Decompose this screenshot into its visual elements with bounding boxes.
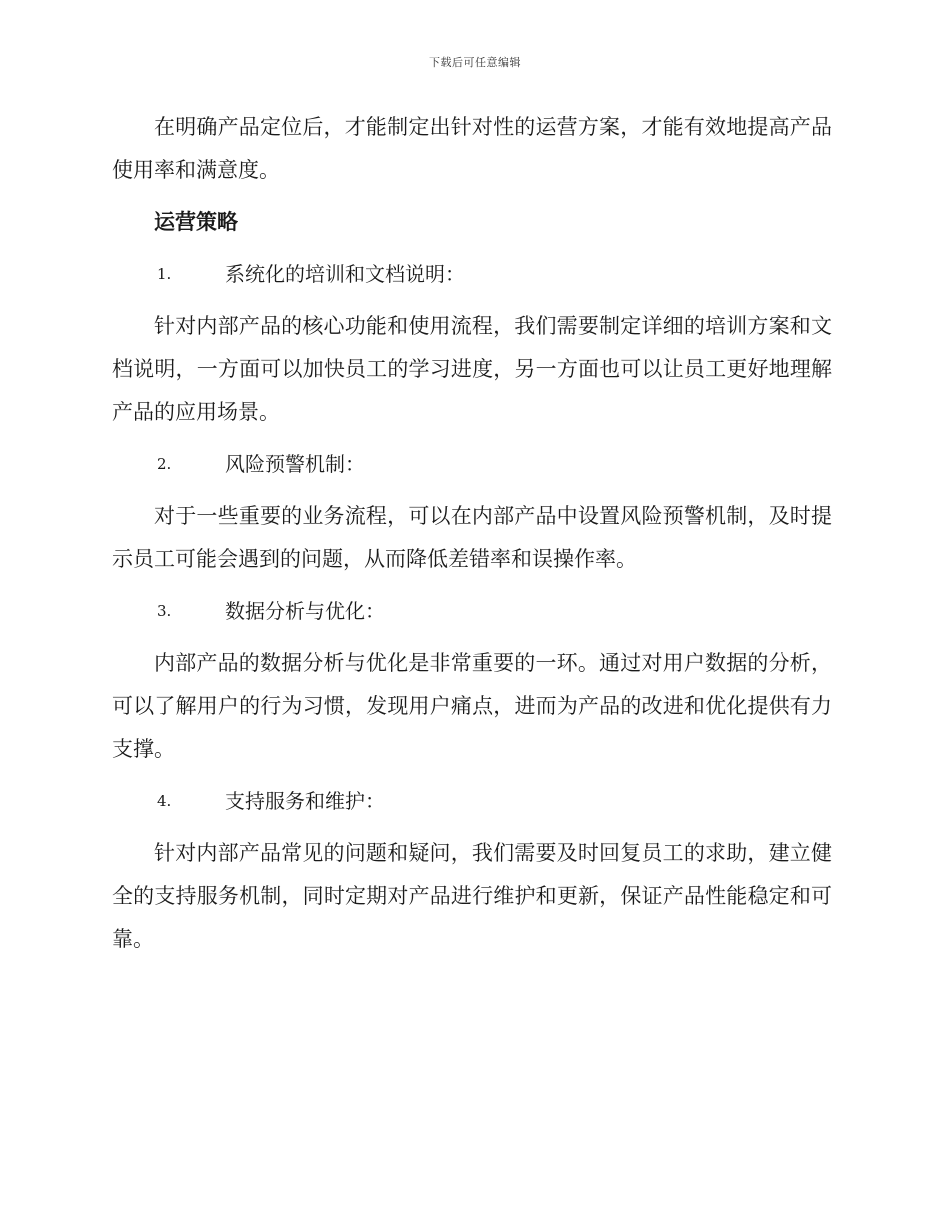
list-item-body: 针对内部产品常见的问题和疑问，我们需要及时回复员工的求助，建立健全的支持服务机制，同时定期对产品进行维护和更新，保证产品性能稳定和可靠。 [112,841,832,951]
list-item-number: 4. [157,792,172,810]
list-item-number: 2. [157,455,172,473]
list-item-body: 对于一些重要的业务流程，可以在内部产品中设置风险预警机制，及时提示员工可能会遇到的问题，从而降低差错率和误操作率。 [112,504,832,571]
list-item-label: 数据分析与优化： [225,599,385,623]
list-item-heading [112,443,832,486]
intro-paragraph: 在明确产品定位后，才能制定出针对性的运营方案，才能有效地提高产品使用率和满意度。 [112,115,832,182]
list-item-heading [112,780,832,823]
list-item-heading [112,253,832,296]
list-item-number: 3. [157,602,172,620]
list-item-label: 支持服务和维护： [225,789,385,813]
section-heading: 运营策略 [154,210,238,234]
list-item-label: 系统化的培训和文档说明： [225,262,465,286]
list-item-heading [112,590,832,633]
document-body [112,106,832,970]
list-item-label: 风险预警机制： [225,452,365,476]
page-header: 下载后可任意编辑 [429,56,521,69]
list-item-body: 针对内部产品的核心功能和使用流程，我们需要制定详细的培训方案和文档说明，一方面可以加快员工的学习进度，另一方面也可以让员工更好地理解产品的应用场景。 [112,314,832,424]
list-item-body: 内部产品的数据分析与优化是非常重要的一环。通过对用户数据的分析，可以了解用户的行为习惯，发现用户痛点，进而为产品的改进和优化提供有力支撑。 [112,651,832,761]
list-item-number: 1. [157,265,172,283]
